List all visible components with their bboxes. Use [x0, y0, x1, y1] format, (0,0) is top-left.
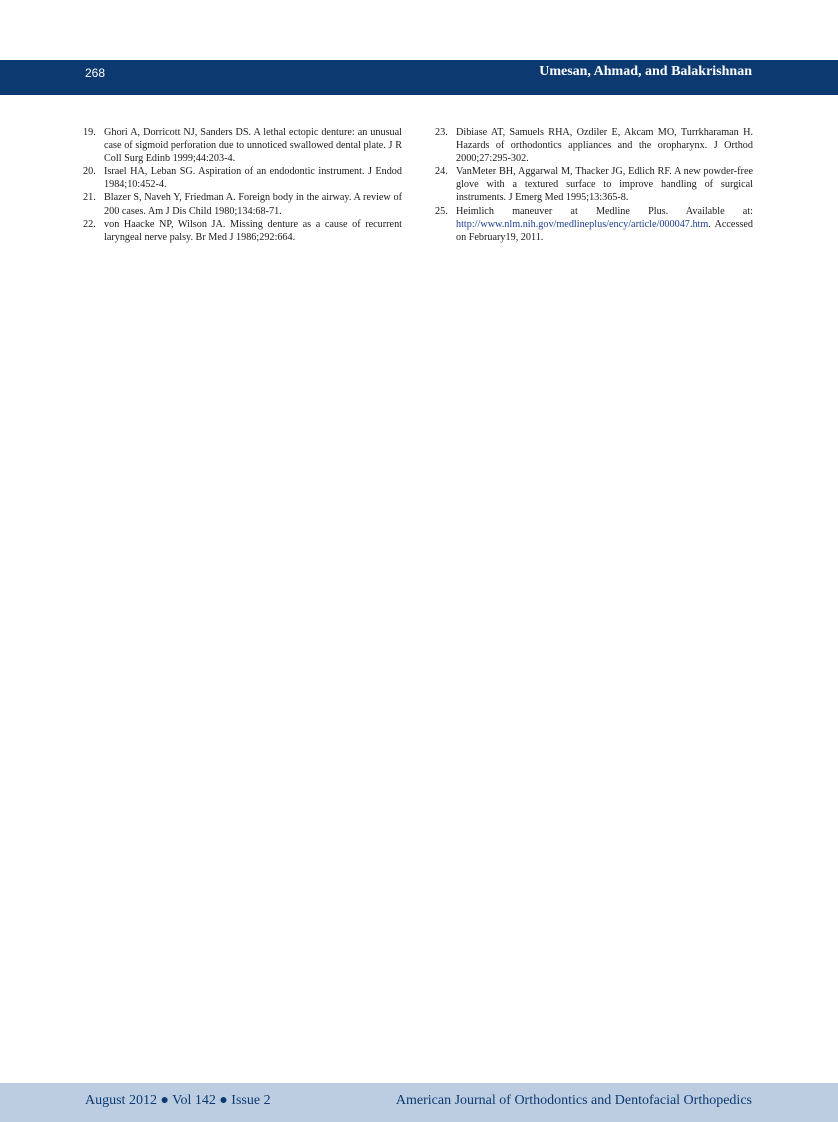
references-left-column	[83, 126, 402, 244]
reference-text: von Haacke NP, Wilson JA. Missing denture as a cause of recurrent laryngeal nerve palsy. Br Med J 1986;292:664.	[104, 218, 402, 243]
reference-text: Blazer S, Naveh Y, Friedman A. Foreign body in the airway. A review of 200 cases. Am J Dis Child 1980;134:68-71.	[104, 192, 402, 217]
reference-25	[435, 205, 753, 244]
footer-issue-info: August 2012 ● Vol 142 ● Issue 2	[85, 1093, 271, 1108]
reference-20	[83, 165, 402, 191]
reference-text: VanMeter BH, Aggarwal M, Thacker JG, Edlich RF. A new powder-free glove with a textured surface to improve handling of surgical instruments. J Emerg Med 1995;13:365-8.	[456, 166, 753, 204]
reference-text-before-link: Heimlich maneuver at Medline Plus. Available at:	[456, 205, 753, 217]
reference-number: 22.	[83, 218, 96, 230]
reference-text-after-link: . Accessed on February19, 2011.	[456, 218, 753, 243]
reference-text: Dibiase AT, Samuels RHA, Ozdiler E, Akcam MO, Turrkharaman H. Hazards of orthodontics appliances and the oropharynx. J Orthod 2000;27:295-302.	[456, 127, 753, 165]
reference-text: Israel HA, Leban SG. Aspiration of an endodontic instrument. J Endod 1984;10:452-4.	[104, 166, 402, 191]
running-head-authors: Umesan, Ahmad, and Balakrishnan	[539, 64, 752, 79]
reference-24	[435, 165, 753, 204]
reference-text	[456, 205, 753, 244]
reference-number: 19.	[83, 127, 96, 138]
reference-number: 21.	[83, 192, 96, 204]
reference-23	[435, 126, 753, 165]
footer-journal-title: American Journal of Orthodontics and Dentofacial Orthopedics	[395, 1093, 752, 1108]
reference-number: 24.	[435, 166, 448, 178]
reference-19	[83, 126, 402, 165]
reference-22	[83, 218, 402, 244]
reference-number: 25.	[435, 205, 448, 217]
references-right-column	[435, 126, 753, 244]
reference-21	[83, 191, 402, 217]
reference-text: Ghori A, Dorricott NJ, Sanders DS. A lethal ectopic denture: an unusual case of sigmoid perforation due to unnoticed swallowed dental plate. J R Coll Surg Edinb 1999;44:203-4.	[104, 127, 402, 165]
page-number: 268	[85, 66, 106, 80]
reference-number: 23.	[435, 127, 448, 138]
reference-number: 20.	[83, 166, 96, 178]
medline-plus-link[interactable]: http://www.nlm.nih.gov/medlineplus/ency/article/000047.htm	[456, 218, 709, 230]
